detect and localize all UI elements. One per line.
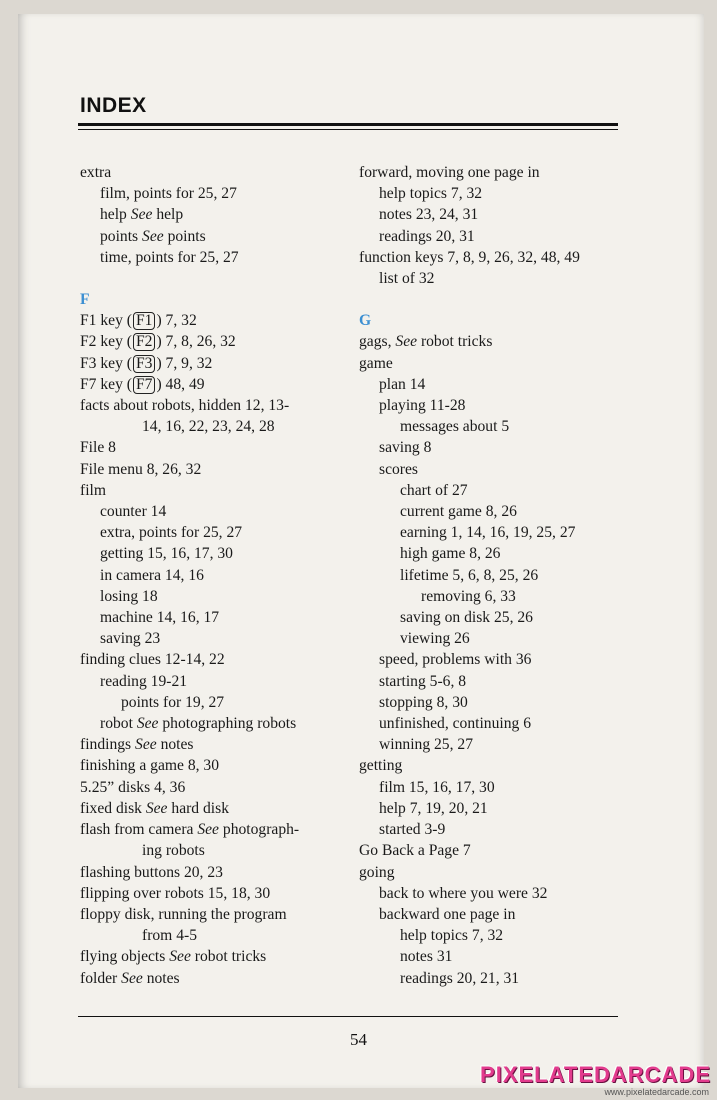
index-subsubentry: readings 20, 21, 31 bbox=[400, 969, 520, 987]
index-subentry: reading 19-21 bbox=[100, 672, 188, 690]
section-letter-g: G bbox=[359, 312, 372, 330]
index-continuation: ing robots bbox=[142, 842, 205, 860]
index-entry: F3 key ( F3 ) 7, 9, 32 bbox=[80, 354, 213, 372]
index-subentry: help topics 7, 32 bbox=[379, 185, 483, 203]
index-entry: 5.25” disks 4, 36 bbox=[80, 778, 186, 796]
watermark-logo: PIXELATEDARCADE bbox=[480, 1062, 711, 1087]
index-subentry: back to where you were 32 bbox=[379, 884, 548, 902]
index-subsubentry: help topics 7, 32 bbox=[400, 927, 504, 945]
index-subsubentry: high game 8, 26 bbox=[400, 545, 501, 563]
index-entry: game bbox=[359, 354, 393, 372]
index-subsubentry: messages about 5 bbox=[400, 418, 510, 436]
index-subentry: winning 25, 27 bbox=[379, 736, 473, 754]
index-subentry: stopping 8, 30 bbox=[379, 693, 468, 711]
index-continuation: from 4-5 bbox=[142, 927, 197, 945]
section-letter-f: F bbox=[80, 291, 90, 309]
header-rule-thin bbox=[78, 129, 618, 130]
index-entry: F1 key ( F1 ) 7, 32 bbox=[80, 312, 197, 330]
index-entry: floppy disk, running the program bbox=[80, 905, 287, 923]
index-subsubentry: viewing 26 bbox=[400, 630, 470, 648]
index-subentry: help 7, 19, 20, 21 bbox=[379, 799, 488, 817]
index-subsubentry: notes 31 bbox=[400, 948, 453, 966]
index-entry: getting bbox=[359, 757, 403, 775]
index-entry: File menu 8, 26, 32 bbox=[80, 460, 202, 478]
index-entry: flying objects See robot tricks bbox=[80, 948, 267, 966]
index-subentry: robot See photographing robots bbox=[100, 715, 297, 733]
index-subentry: machine 14, 16, 17 bbox=[100, 609, 220, 627]
index-subsubentry: earning 1, 14, 16, 19, 25, 27 bbox=[400, 524, 576, 542]
index-entry: folder See notes bbox=[80, 969, 180, 987]
index-subentry: saving 8 bbox=[379, 439, 432, 457]
index-entry: extra bbox=[80, 164, 112, 181]
index-entry: flash from camera See photograph- bbox=[80, 821, 300, 839]
page-number: 54 bbox=[350, 1030, 367, 1049]
index-subsubentry: saving on disk 25, 26 bbox=[400, 609, 533, 627]
index-entry: function keys 7, 8, 9, 26, 32, 48, 49 bbox=[359, 248, 580, 266]
index-subentry: in camera 14, 16 bbox=[100, 566, 204, 584]
index-entry: F7 key ( F7 ) 48, 49 bbox=[80, 375, 205, 393]
index-subsubentry: chart of 27 bbox=[400, 481, 468, 499]
index-subentry: scores bbox=[379, 460, 418, 478]
index-entry: going bbox=[359, 863, 395, 881]
index-subentry: readings 20, 31 bbox=[379, 227, 475, 245]
index-subentry: extra, points for 25, 27 bbox=[100, 524, 243, 542]
index-subsubentry: points for 19, 27 bbox=[121, 693, 225, 711]
index-subentry: plan 14 bbox=[379, 375, 426, 393]
index-entry: forward, moving one page in bbox=[359, 164, 540, 181]
index-entry: Go Back a Page 7 bbox=[359, 842, 471, 860]
index-entry: film bbox=[80, 481, 106, 499]
index-subentry: time, points for 25, 27 bbox=[100, 248, 239, 266]
index-subentry: unfinished, continuing 6 bbox=[379, 715, 532, 733]
footer-rule bbox=[78, 1016, 618, 1017]
index-entry: flipping over robots 15, 18, 30 bbox=[80, 884, 271, 902]
index-column-right bbox=[359, 162, 634, 989]
page-title: INDEX bbox=[80, 94, 147, 117]
index-subentry: starting 5-6, 8 bbox=[379, 672, 467, 690]
index-subentry: notes 23, 24, 31 bbox=[379, 206, 479, 224]
index-subentry: speed, problems with 36 bbox=[379, 651, 532, 669]
index-entry: finding clues 12-14, 22 bbox=[80, 651, 225, 669]
index-subentry: backward one page in bbox=[379, 905, 516, 923]
index-entry: findings See notes bbox=[80, 736, 194, 754]
index-subentry: getting 15, 16, 17, 30 bbox=[100, 545, 233, 563]
index-subsubsubentry: removing 6, 33 bbox=[421, 587, 516, 605]
index-subentry: saving 23 bbox=[100, 630, 161, 648]
f2-key-icon: F2 bbox=[133, 333, 155, 351]
index-subentry: started 3-9 bbox=[379, 821, 446, 839]
f1-key-icon: F1 bbox=[133, 312, 155, 330]
index-subsubentry: current game 8, 26 bbox=[400, 503, 517, 521]
index-subentry: film 15, 16, 17, 30 bbox=[379, 778, 495, 796]
index-subentry: points See points bbox=[100, 227, 206, 245]
index-subentry: counter 14 bbox=[100, 503, 167, 521]
index-column-left bbox=[80, 162, 350, 989]
index-entry: gags, See robot tricks bbox=[359, 333, 493, 351]
index-entry: F2 key ( F2 ) 7, 8, 26, 32 bbox=[80, 333, 236, 351]
index-entry: fixed disk See hard disk bbox=[80, 799, 229, 817]
index-subentry: help See help bbox=[100, 206, 184, 224]
index-entry: File 8 bbox=[80, 439, 116, 457]
f3-key-icon: F3 bbox=[133, 355, 155, 373]
index-subentry: losing 18 bbox=[100, 587, 158, 605]
index-subentry: playing 11-28 bbox=[379, 397, 466, 415]
header-rule-thick bbox=[78, 123, 618, 126]
index-subsubentry: lifetime 5, 6, 8, 25, 26 bbox=[400, 566, 539, 584]
index-entry: finishing a game 8, 30 bbox=[80, 757, 220, 775]
watermark-url: www.pixelatedarcade.com bbox=[604, 1087, 709, 1097]
index-entry: flashing buttons 20, 23 bbox=[80, 863, 223, 881]
index-entry: facts about robots, hidden 12, 13- bbox=[80, 397, 290, 415]
index-continuation: 14, 16, 22, 23, 24, 28 bbox=[142, 418, 275, 436]
f7-key-icon: F7 bbox=[133, 376, 155, 394]
index-subentry: list of 32 bbox=[379, 270, 435, 288]
index-subentry: film, points for 25, 27 bbox=[100, 185, 237, 203]
